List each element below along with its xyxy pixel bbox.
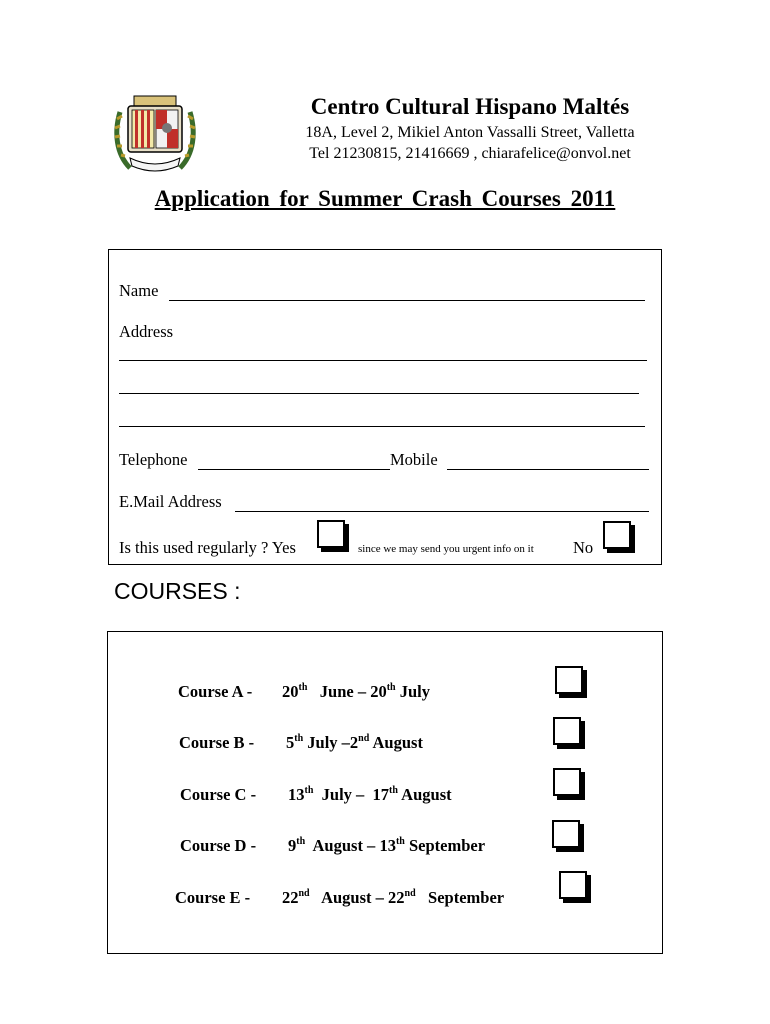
name-label: Name [119, 281, 159, 300]
email-label: E.Mail Address [119, 492, 222, 511]
course-a-label: Course A - [178, 682, 253, 701]
mobile-label: Mobile [390, 450, 438, 469]
course-b-label: Course B - [179, 733, 255, 752]
email-yes-checkbox[interactable] [317, 520, 345, 548]
telephone-label: Telephone [119, 450, 188, 469]
telephone-field[interactable] [198, 469, 390, 470]
course-a-dates: 20th June – 20th July [282, 682, 431, 701]
course-c-label: Course C - [180, 785, 257, 804]
address-field-line-3[interactable] [119, 426, 645, 427]
courses-box [107, 631, 663, 954]
email-no-checkbox[interactable] [603, 521, 631, 549]
email-question: Is this used regularly ? Yes [119, 538, 296, 557]
name-field[interactable] [169, 300, 645, 301]
course-c-dates: 13th July – 17th August [288, 785, 452, 804]
org-name: Centro Cultural Hispano Maltés [310, 94, 630, 119]
course-e-dates: 22nd August – 22nd September [282, 888, 505, 907]
form-title: Application for Summer Crash Courses 2011 [154, 186, 616, 211]
email-field[interactable] [235, 511, 649, 512]
address-label: Address [119, 322, 174, 341]
no-label: No [573, 538, 594, 557]
course-a-checkbox[interactable] [555, 666, 583, 694]
course-b-dates: 5th July –2nd August [286, 733, 423, 752]
course-e-label: Course E - [175, 888, 251, 907]
address-field-line-2[interactable] [119, 393, 639, 394]
course-e-checkbox[interactable] [559, 871, 587, 899]
course-c-checkbox[interactable] [553, 768, 581, 796]
org-contact: Tel 21230815, 21416669 , chiarafelice@onvol.net [309, 145, 631, 162]
coat-of-arms-logo [112, 92, 198, 178]
mobile-field[interactable] [447, 469, 649, 470]
courses-heading: COURSES : [114, 578, 241, 604]
applicant-details-box [108, 249, 662, 565]
address-field-line-1[interactable] [119, 360, 647, 361]
email-note: since we may send you urgent info on it [358, 543, 534, 555]
course-d-checkbox[interactable] [552, 820, 580, 848]
course-b-checkbox[interactable] [553, 717, 581, 745]
course-d-dates: 9th August – 13th September [288, 836, 486, 855]
org-address: 18A, Level 2, Mikiel Anton Vassalli Street, Valletta [305, 124, 635, 141]
course-d-label: Course D - [180, 836, 257, 855]
